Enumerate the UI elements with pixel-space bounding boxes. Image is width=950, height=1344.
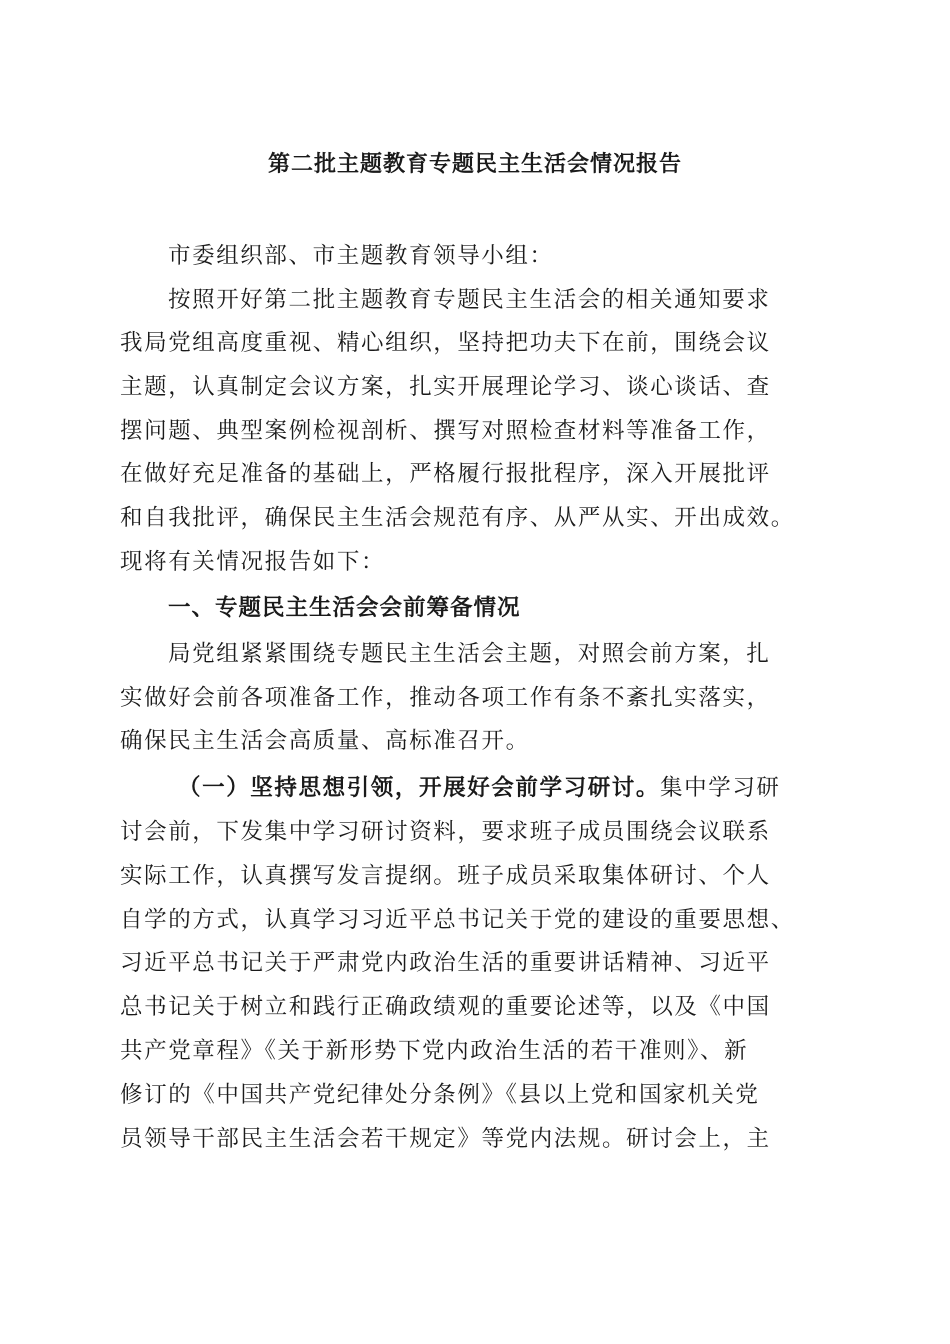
intro-line: 和自我批评，确保民主生活会规范有序、从严从实、开出成效。 (120, 505, 795, 531)
subsection-text: 集中学习研 (660, 775, 781, 801)
intro-line: 按照开好第二批主题教育专题民主生活会的相关通知要求 (168, 287, 771, 313)
section-paragraph-line: 确保民主生活会高质量、高标准召开。 (120, 728, 530, 754)
intro-line: 我局党组高度重视、精心组织，坚持把功夫下在前，围绕会议 (120, 330, 771, 356)
subsection-line: 总书记关于树立和践行正确政绩观的重要论述等，以及《中国 (120, 994, 771, 1020)
intro-line: 现将有关情况报告如下： (120, 549, 386, 575)
subsection-line: 讨会前，下发集中学习研讨资料，要求班子成员围绕会议联系 (120, 819, 771, 845)
salutation: 市委组织部、市主题教育领导小组： (168, 243, 554, 269)
subsection-heading: （一）坚持思想引领，开展好会前学习研讨。 (178, 775, 661, 801)
intro-line: 在做好充足准备的基础上，严格履行报批程序，深入开展批评 (120, 461, 771, 487)
intro-line: 摆问题、典型案例检视剖析、撰写对照检查材料等准备工作， (120, 418, 771, 444)
section-heading: 一、专题民主生活会会前筹备情况 (168, 595, 521, 621)
section-paragraph-line: 实做好会前各项准备工作，推动各项工作有条不紊扎实落实， (120, 685, 771, 711)
subsection-line: 自学的方式，认真学习习近平总书记关于党的建设的重要思想、 (120, 907, 795, 933)
subsection-line: 习近平总书记关于严肃党内政治生活的重要讲话精神、习近平 (120, 950, 771, 976)
subsection-line: 员领导干部民主生活会若干规定》等党内法规。研讨会上，主 (120, 1126, 771, 1152)
section-paragraph-line: 局党组紧紧围绕专题民主生活会主题，对照会前方案，扎 (168, 641, 771, 667)
subsection-first-line (178, 770, 938, 806)
subsection-line: 共产党章程》《关于新形势下党内政治生活的若干准则》、新 (120, 1038, 749, 1064)
subsection-line: 实际工作，认真撰写发言提纲。班子成员采取集体研讨、个人 (120, 863, 771, 889)
intro-line: 主题，认真制定会议方案，扎实开展理论学习、谈心谈话、查 (120, 374, 771, 400)
subsection-line: 修订的《中国共产党纪律处分条例》《县以上党和国家机关党 (120, 1082, 760, 1108)
document-title: 第二批主题教育专题民主生活会情况报告 (267, 151, 682, 177)
